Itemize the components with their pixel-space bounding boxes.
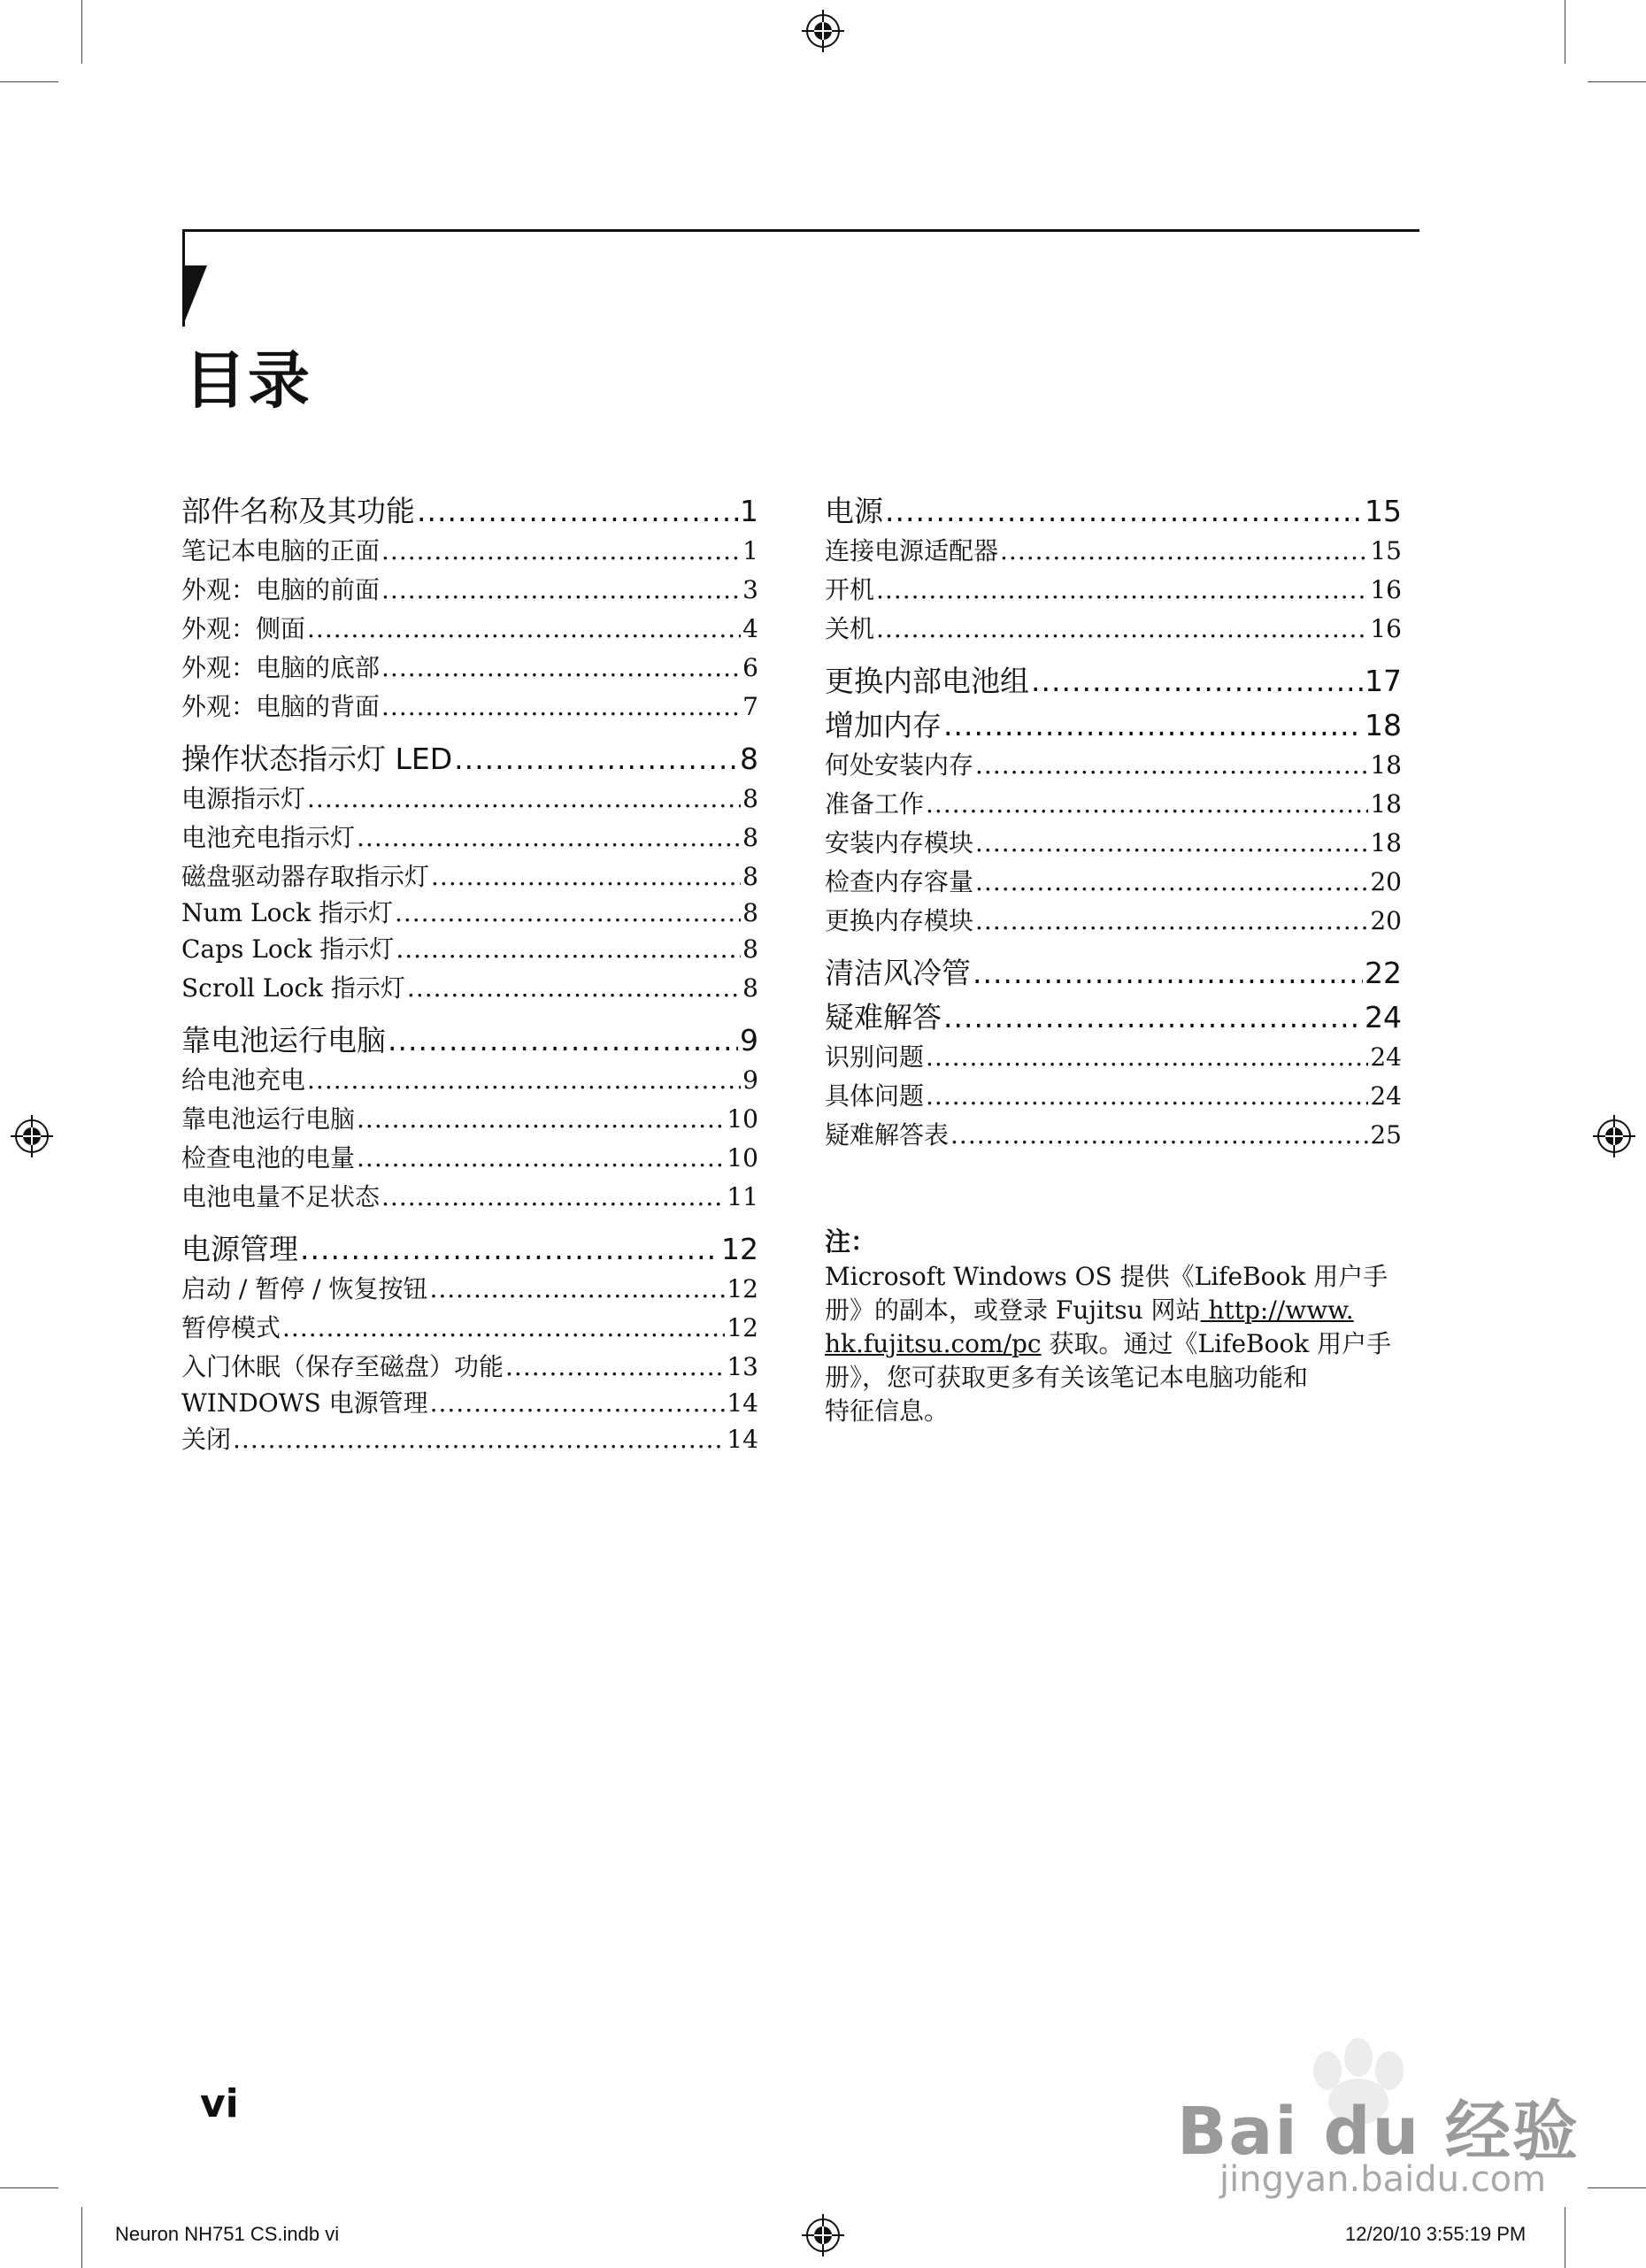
toc-label: 部件名称及其功能 [181, 494, 415, 528]
toc-leader-dots [975, 824, 1368, 863]
toc-entry[interactable] [181, 1100, 758, 1139]
toc-label: 启动 / 暂停 / 恢复按钮 [181, 1274, 428, 1303]
toc-label: 入门休眠（保存至磁盘）功能 [181, 1352, 504, 1381]
toc-label: 何处安装内存 [825, 750, 974, 780]
toc-label: 关机 [825, 614, 875, 643]
toc-page-number: 14 [727, 1425, 758, 1454]
footer-timestamp: 12/20/10 3:55:19 PM [1345, 2223, 1527, 2245]
toc-section[interactable] [825, 661, 1402, 702]
toc-label: 更换内部电池组 [825, 664, 1029, 698]
website-link[interactable]: http://www. [1200, 1295, 1354, 1325]
toc-label: 清洁风冷管 [825, 956, 971, 990]
toc-label: 电源 [825, 494, 883, 528]
toc-entry[interactable] [181, 930, 758, 969]
toc-label: 准备工作 [825, 789, 925, 819]
watermark-url: jingyan.baidu.com [1219, 2159, 1547, 2200]
toc-page-number: 22 [1365, 956, 1402, 990]
toc-page-number: 16 [1370, 614, 1402, 643]
toc-entry[interactable] [825, 610, 1402, 649]
toc-page-number: 10 [727, 1143, 758, 1172]
toc-label: 电池充电指示灯 [181, 823, 356, 852]
toc-page-number: 13 [727, 1352, 758, 1381]
toc-page-number: 9 [740, 1023, 758, 1057]
toc-entry[interactable] [181, 1309, 758, 1348]
toc-leader-dots [885, 491, 1363, 532]
toc-leader-dots [307, 780, 741, 819]
toc-label: 外观：电脑的背面 [181, 692, 381, 721]
toc-page-number: 11 [727, 1182, 758, 1211]
toc-label: 检查电池的电量 [181, 1143, 356, 1172]
toc-leader-dots [381, 571, 741, 610]
toc-page-number: 20 [1370, 867, 1402, 896]
toc-page-number: 18 [1370, 750, 1402, 780]
toc-page-number: 8 [742, 862, 758, 891]
toc-leader-dots [926, 1038, 1368, 1077]
toc-leader-dots [357, 819, 741, 857]
page-title: 目录 [184, 344, 312, 417]
toc-leader-dots [388, 1020, 738, 1061]
registration-mark-icon [802, 2214, 844, 2256]
note-line [825, 1327, 1409, 1361]
toc-label: 连接电源适配器 [825, 536, 999, 565]
toc-section[interactable] [825, 953, 1402, 994]
toc-entry[interactable] [181, 649, 758, 688]
toc-page-number: 18 [1370, 789, 1402, 819]
toc-label: 笔记本电脑的正面 [181, 536, 381, 565]
toc-label: Caps Lock 指示灯 [181, 934, 395, 964]
toc-leader-dots [431, 857, 741, 896]
toc-leader-dots [943, 705, 1363, 746]
toc-entry[interactable] [825, 571, 1402, 610]
header-rule [182, 229, 1419, 232]
toc-page-number: 15 [1365, 494, 1402, 528]
toc-entry[interactable] [181, 571, 758, 610]
toc-page-number: 12 [727, 1313, 758, 1342]
toc-entry[interactable] [825, 902, 1402, 941]
toc-leader-dots [950, 1116, 1368, 1155]
toc-section[interactable] [825, 491, 1402, 532]
toc-page-number: 12 [727, 1274, 758, 1303]
toc-label: 暂停模式 [181, 1313, 281, 1342]
toc-leader-dots [395, 896, 741, 930]
toc-leader-dots [381, 688, 741, 727]
toc-label: Num Lock 指示灯 [181, 898, 393, 927]
toc-page-number: 3 [742, 575, 758, 604]
toc-page-number: 24 [1370, 1081, 1402, 1111]
toc-left-column [181, 491, 758, 1459]
page-number: vi [200, 2081, 239, 2126]
toc-leader-dots [943, 997, 1363, 1038]
toc-entry[interactable] [181, 1178, 758, 1217]
website-link[interactable]: hk.fujitsu.com/pc [825, 1329, 1042, 1358]
toc-page-number: 24 [1365, 1000, 1402, 1034]
toc-entry[interactable] [181, 1420, 758, 1459]
toc-leader-dots [307, 1061, 741, 1100]
toc-leader-dots [429, 1270, 725, 1309]
toc-page-number: 1 [742, 536, 758, 565]
toc-entry[interactable] [825, 532, 1402, 571]
toc-page-number: 8 [740, 742, 758, 776]
toc-section[interactable] [181, 491, 758, 532]
toc-page-number: 24 [1370, 1042, 1402, 1072]
toc-entry[interactable] [825, 1116, 1402, 1155]
registration-mark-icon [802, 10, 844, 52]
toc-entry[interactable] [181, 1061, 758, 1100]
toc-label: Scroll Lock 指示灯 [181, 973, 405, 1003]
toc-entry[interactable] [181, 1139, 758, 1178]
toc-leader-dots [357, 1139, 725, 1178]
toc-leader-dots [430, 1387, 726, 1420]
toc-section[interactable] [181, 1229, 758, 1270]
toc-leader-dots [407, 969, 741, 1008]
toc-leader-dots [381, 649, 741, 688]
toc-entry[interactable] [181, 857, 758, 896]
toc-page-number: 8 [742, 823, 758, 852]
toc-section[interactable] [181, 1020, 758, 1061]
toc-leader-dots [307, 610, 741, 649]
toc-label: 疑难解答 [825, 1000, 942, 1034]
toc-leader-dots [975, 902, 1368, 941]
toc-entry[interactable] [825, 1038, 1402, 1077]
toc-leader-dots [357, 1100, 725, 1139]
toc-leader-dots [300, 1229, 719, 1270]
toc-section[interactable] [825, 705, 1402, 746]
note-line: Microsoft Windows OS 提供《LifeBook 用户手 [825, 1262, 1388, 1291]
toc-entry[interactable] [181, 969, 758, 1008]
toc-label: 识别问题 [825, 1042, 925, 1072]
crop-mark [0, 81, 58, 82]
note-line [825, 1294, 1409, 1327]
toc-label: 更换内存模块 [825, 906, 974, 935]
toc-label: 电源指示灯 [181, 784, 306, 813]
toc-right-column [825, 491, 1402, 1155]
toc-label: WINDOWS 电源管理 [181, 1388, 428, 1418]
toc-section[interactable] [825, 997, 1402, 1038]
toc-entry[interactable] [181, 688, 758, 727]
toc-page-number: 25 [1370, 1120, 1402, 1149]
toc-leader-dots [926, 1077, 1368, 1116]
toc-entry[interactable] [825, 785, 1402, 824]
toc-leader-dots [505, 1348, 725, 1387]
note-line: 特征信息。 [825, 1396, 950, 1426]
toc-page-number: 10 [727, 1104, 758, 1134]
toc-label: 安装内存模块 [825, 828, 974, 857]
toc-entry[interactable] [181, 532, 758, 571]
toc-entry[interactable] [181, 1348, 758, 1387]
toc-entry[interactable] [181, 896, 758, 930]
watermark-brand: Bai du 经验 [1177, 2094, 1580, 2170]
toc-entry[interactable] [181, 819, 758, 857]
toc-leader-dots [381, 1178, 725, 1217]
toc-label: 外观：侧面 [181, 614, 306, 643]
toc-page-number: 8 [742, 934, 758, 964]
toc-leader-dots [975, 746, 1368, 785]
toc-page-number: 8 [742, 898, 758, 927]
toc-leader-dots [926, 785, 1368, 824]
toc-entry[interactable] [181, 1270, 758, 1309]
toc-label: 检查内存容量 [825, 867, 974, 896]
toc-leader-dots [1031, 661, 1363, 702]
registration-mark-icon [11, 1115, 53, 1157]
toc-label: 外观：电脑的前面 [181, 575, 381, 604]
toc-page-number: 17 [1365, 664, 1402, 698]
toc-label: 电源管理 [181, 1232, 298, 1266]
toc-page-number: 6 [742, 653, 758, 682]
toc-page-number: 8 [742, 784, 758, 813]
toc-label: 开机 [825, 575, 875, 604]
note-line: 册》，您可获取更多有关该笔记本电脑功能和 [825, 1363, 1309, 1392]
note-box [825, 1223, 1409, 1428]
toc-label: 增加内存 [825, 708, 942, 742]
toc-leader-dots [381, 532, 741, 571]
toc-page-number: 12 [721, 1232, 758, 1266]
toc-label: 给电池充电 [181, 1065, 306, 1095]
toc-leader-dots [417, 491, 738, 532]
toc-leader-dots [1000, 532, 1368, 571]
toc-label: 靠电池运行电脑 [181, 1104, 356, 1134]
crop-mark [1588, 2187, 1646, 2188]
toc-entry[interactable] [181, 1387, 758, 1420]
toc-page-number: 18 [1370, 828, 1402, 857]
toc-entry[interactable] [825, 746, 1402, 785]
toc-label: 磁盘驱动器存取指示灯 [181, 862, 430, 891]
toc-leader-dots [396, 930, 741, 969]
chapter-tab-icon [182, 265, 207, 327]
toc-leader-dots [973, 953, 1363, 994]
toc-section[interactable] [181, 739, 758, 780]
crop-mark [81, 2207, 82, 2268]
note-text: 册》的副本，或登录 Fujitsu 网站 [825, 1295, 1201, 1325]
toc-page-number: 9 [742, 1065, 758, 1095]
crop-mark [1588, 81, 1646, 82]
toc-label: 疑难解答表 [825, 1120, 950, 1149]
toc-entry[interactable] [825, 863, 1402, 902]
toc-leader-dots [975, 863, 1368, 902]
crop-mark [81, 0, 82, 64]
toc-page-number: 18 [1365, 708, 1402, 742]
toc-label: 外观：电脑的底部 [181, 653, 381, 682]
toc-leader-dots [454, 739, 738, 780]
toc-page-number: 4 [742, 614, 758, 643]
toc-page-number: 1 [740, 494, 758, 528]
toc-page-number: 16 [1370, 575, 1402, 604]
toc-leader-dots [876, 610, 1368, 649]
toc-label: 电池电量不足状态 [181, 1182, 381, 1211]
toc-leader-dots [282, 1309, 725, 1348]
toc-label: 操作状态指示灯 LED [181, 742, 453, 776]
registration-mark-icon [1593, 1115, 1635, 1157]
toc-entry[interactable] [825, 824, 1402, 863]
toc-page-number: 20 [1370, 906, 1402, 935]
note-title: 注： [825, 1226, 877, 1257]
toc-leader-dots [876, 571, 1368, 610]
toc-label: 关闭 [181, 1425, 232, 1454]
toc-leader-dots [233, 1420, 725, 1459]
footer-file-info: Neuron NH751 CS.indb vi [115, 2223, 340, 2245]
note-body [825, 1260, 1409, 1428]
toc-label: 具体问题 [825, 1081, 925, 1111]
toc-page-number: 7 [742, 692, 758, 721]
toc-entry[interactable] [181, 610, 758, 649]
toc-entry[interactable] [825, 1077, 1402, 1116]
toc-page-number: 14 [727, 1388, 758, 1418]
toc-page-number: 8 [742, 973, 758, 1003]
toc-label: 靠电池运行电脑 [181, 1023, 386, 1057]
toc-entry[interactable] [181, 780, 758, 819]
note-text: 获取。通过《LifeBook 用户手 [1041, 1329, 1392, 1358]
toc-page-number: 15 [1370, 536, 1402, 565]
crop-mark [0, 2187, 58, 2188]
